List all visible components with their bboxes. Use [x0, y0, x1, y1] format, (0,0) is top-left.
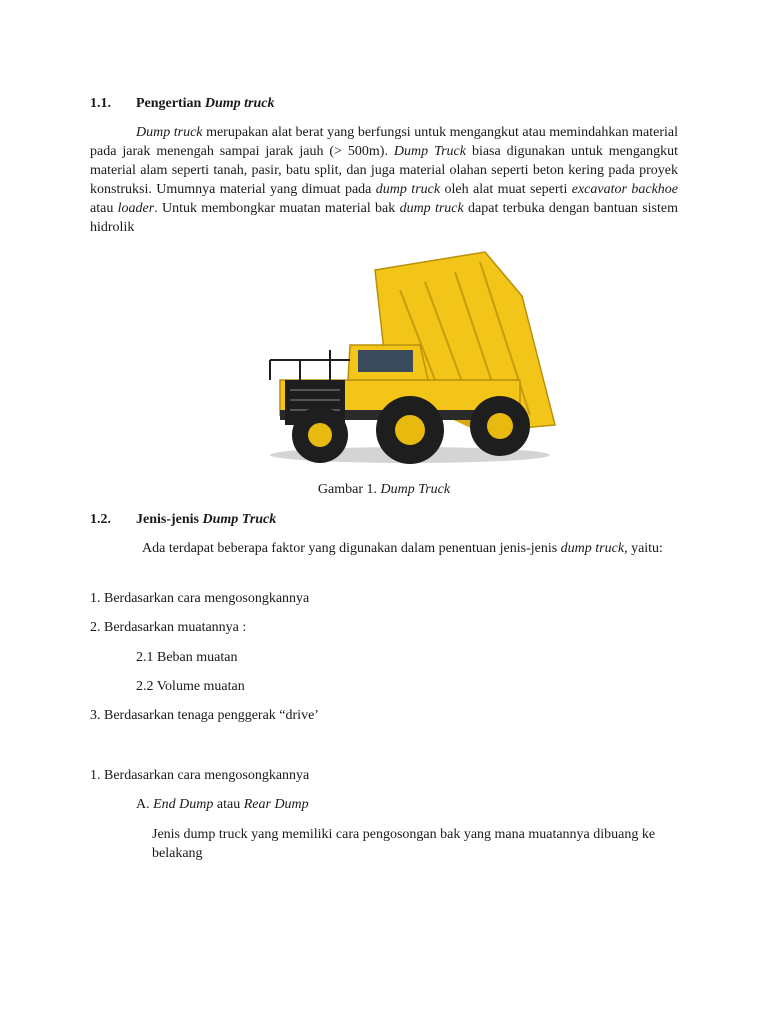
term-dump-truck: Dump truck: [136, 125, 203, 140]
term-loader: loader: [117, 201, 155, 216]
list-item-3: 3. Berdasarkan tenaga penggerak “drive’: [90, 708, 319, 723]
term-dump-truck: Dump Truck: [393, 144, 466, 159]
paragraph-text: merupakan alat berat yang berfungsi untuk mengangkut atau memindahkan material pada jarak menengah sampai jarak jauh (> 500m).: [90, 125, 678, 159]
term-end-dump: End Dump: [153, 797, 214, 812]
detail-description-a: Jenis dump truck yang memiliki cara pengosongan bak yang mana muatannya dibuang ke belakang: [152, 827, 656, 861]
paragraph-text: atau: [90, 201, 118, 216]
paragraph-text: . Untuk membongkar muatan material bak: [154, 201, 400, 216]
term-dump-truck: dump truck: [560, 541, 625, 556]
section-title-italic: Dump truck: [204, 96, 275, 111]
paragraph-text: oleh alat muat seperti: [440, 182, 572, 197]
dump-truck-image: [260, 250, 560, 470]
detail-subheading-a: [136, 795, 309, 814]
term-dump-truck: dump truck: [399, 201, 464, 216]
term-dump-truck: dump truck: [375, 182, 441, 197]
detail-label-prefix: A.: [136, 797, 154, 812]
list-item-2-1: 2.1 Beban muatan: [136, 650, 238, 665]
dump-truck-illustration: [260, 250, 560, 470]
types-intro-paragraph: [90, 539, 678, 558]
list-item-2: 2. Berdasarkan muatannya :: [90, 620, 247, 635]
section-number: 1.1.: [90, 96, 111, 111]
list-item-2-2: 2.2 Volume muatan: [136, 679, 245, 694]
section-title-italic: Dump Truck: [202, 512, 277, 527]
section-title: Pengertian: [136, 96, 205, 111]
detail-heading: 1. Berdasarkan cara mengosongkannya: [90, 768, 310, 783]
list-item-1: 1. Berdasarkan cara mengosongkannya: [90, 591, 310, 606]
term-rear-dump: Rear Dump: [243, 797, 309, 812]
caption-text: Gambar 1.: [317, 482, 381, 497]
section-heading-1-1: [90, 94, 274, 113]
paragraph-text: , yaitu:: [624, 541, 663, 556]
paragraph-text: dapat terbuka dengan bantuan sistem hidrolik: [90, 201, 678, 235]
detail-label-connector: atau: [213, 797, 244, 812]
term-excavator-backhoe: excavator backhoe: [571, 182, 678, 197]
caption-italic: Dump Truck: [380, 482, 451, 497]
figure-caption: [0, 480, 768, 499]
section-number: 1.2.: [90, 512, 111, 527]
section-title: Jenis-jenis: [136, 512, 203, 527]
paragraph-text: Ada terdapat beberapa faktor yang digunakan dalam penentuan jenis-jenis: [142, 541, 561, 556]
paragraph-text: biasa digunakan untuk mengangkut material alam seperti tanah, pasir, batu split, dan juga material olahan seperti beton kering pada proyek konstruksi. Umumnya material yang dimuat pada: [90, 144, 678, 197]
definition-paragraph: [90, 123, 678, 237]
section-heading-1-2: [90, 510, 276, 529]
